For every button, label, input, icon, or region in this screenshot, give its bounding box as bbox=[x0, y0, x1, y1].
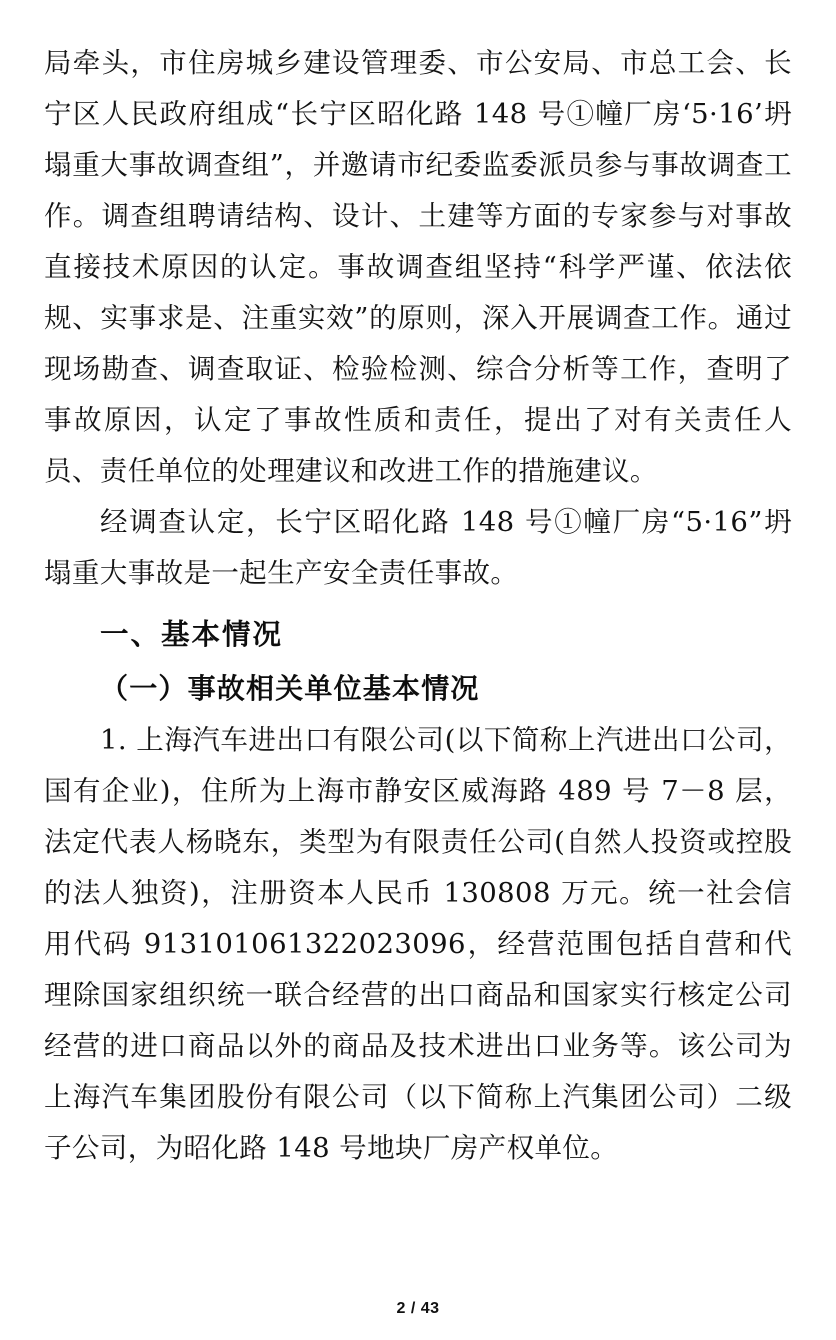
paragraph-continuation: 局牵头，市住房城乡建设管理委、市公安局、市总工会、长宁区人民政府组成“长宁区昭化路 148 号①幢厂房‘5·16’坍塌重大事故调查组”，并邀请市纪委监委派员参与事故调查工作。调查组聘请结构、设计、土建等方面的专家参与对事故直接技术原因的认定。事故调查组坚持“科学严谨、依法依规、实事求是、注重实效”的原则，深入开展调查工作。通过现场勘查、调查取证、检验检测、综合分析等工作，查明了事故原因，认定了事故性质和责任，提出了对有关责任人员、责任单位的处理建议和改进工作的措施建议。 bbox=[44, 47, 792, 487]
document-body bbox=[44, 38, 792, 1174]
paragraph-company-info: 1. 上海汽车进出口有限公司(以下简称上汽进出口公司，国有企业)，住所为上海市静安区威海路 489 号 7－8 层，法定代表人杨晓东，类型为有限责任公司(自然人投资或控股的法人独资)，注册资本人民币 130808 万元。统一社会信用代码 913101061322023096，经营范围包括自营和代理除国家组织统一联合经营的出口商品和国家实行核定公司经营的进口商品以外的商品及技术进出口业务等。该公司为上海汽车集团股份有限公司（以下简称上汽集团公司）二级子公司，为昭化路 148 号地块厂房产权单位。 bbox=[44, 724, 792, 1164]
page-number-footer: 2 / 43 bbox=[396, 1300, 440, 1317]
paragraph-conclusion: 经调查认定，长宁区昭化路 148 号①幢厂房“5·16”坍塌重大事故是一起生产安全责任事故。 bbox=[44, 506, 792, 589]
section-heading-level-1: 一、基本情况 bbox=[100, 617, 284, 651]
section-heading-level-2: （一）事故相关单位基本情况 bbox=[100, 672, 480, 705]
